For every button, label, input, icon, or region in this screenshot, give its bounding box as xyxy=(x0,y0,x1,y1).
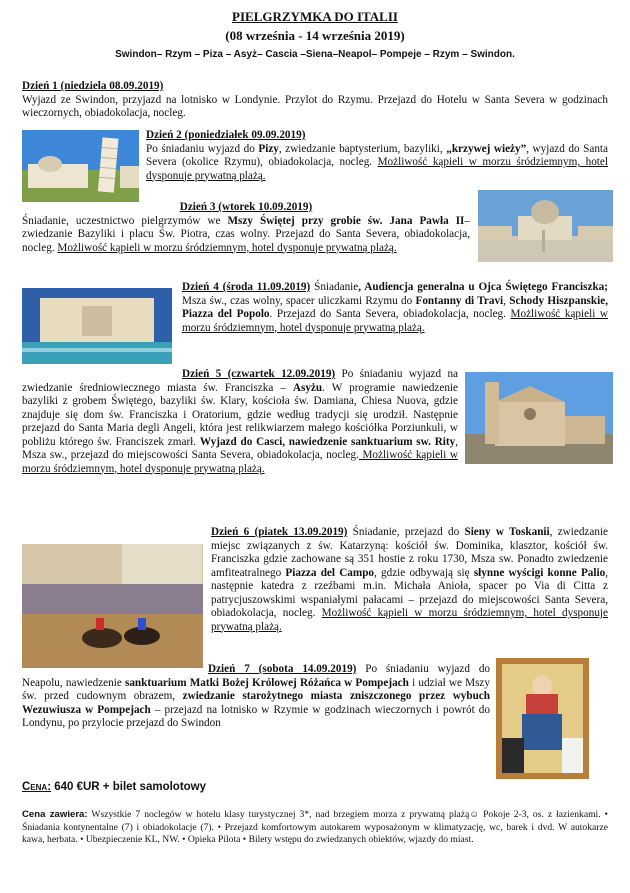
day-7 xyxy=(22,663,490,731)
day-6-bold-3: słynne wyścigi konne Palio xyxy=(473,566,606,579)
day-2-text-3: , wyjazd do Santa Severa (okolice Rzymu), obiadokolacja, nocleg. xyxy=(146,142,608,168)
day-5-text-2: . W programie nawiedzenie bazyliki z grobem Świętego, bazyliki św. Klary, kościoła św. Damiana, Chiesa Nuova, gdzie znajduje się dom św. Franciszka i Oratorium, gdzie według tradycji się urodził. Następnie przejazd do Santa Maria degli Angeli, która jest relikwiarzem małego kościółka Porziunkuli, w pobliżu którego św. Franciszek zmarł. xyxy=(22,381,458,448)
day-7-bold-2: zwiedzanie starożytnego miasta zniszczonego przez wybuch Wezuwiusza w Pompejach xyxy=(22,690,490,716)
day-5-bold-2: Wyjazd do Casci, nawiedzenie sanktuarium sw. Rity xyxy=(199,435,456,448)
price-label: Cena: xyxy=(22,781,52,793)
price-includes-label: Cena zawiera: xyxy=(22,809,88,820)
day-3-beach-note: Możliwość kąpieli w morzu śródziemnym, hotel dysponuje prywatną plażą. xyxy=(57,241,397,254)
day-4-text-2: Msza św., czas wolny, spacer uliczkami Rzymu do xyxy=(182,294,416,307)
price-line xyxy=(22,781,206,793)
day-2 xyxy=(146,129,608,183)
tour-dates: (08 września - 14 września 2019) xyxy=(225,28,405,43)
day-6 xyxy=(22,526,608,656)
assisi-basilica-photo xyxy=(465,372,613,464)
day-2-text-2: , zwiedzanie baptysterium, bazyliki, xyxy=(278,142,447,155)
day-3-text: Śniadanie, uczestnictwo pielgrzymów we xyxy=(22,214,228,227)
day-1-heading: Dzień 1 (niedziela 08.09.2019) xyxy=(22,80,164,92)
day-1-text: Wyjazd ze Swindon, przyjazd na lotnisko w Londynie. Przylot do Rzymu. Przejazd do Hotelu w Santa Severa w godzinach wieczornych, obiadokolacja, nocleg. xyxy=(22,93,608,119)
day-7-text-2: i udział we Mszy św. przed cudownym obrazem, xyxy=(22,676,490,702)
day-4 xyxy=(182,281,608,335)
day-5-text: Po śniadaniu wyjazd na zwiedzanie średniowiecznego miasta św. Franciszka – xyxy=(22,368,458,394)
day-7-text-3: – przejazd na lotnisko w Rzymie w godzinach wieczornych i powrót do Londynu, po przylocie przejazd do Swindon xyxy=(22,703,490,729)
day-5-heading: Dzień 5 (czwartek 12.09.2019) xyxy=(182,368,336,380)
day-4-text-3: , xyxy=(503,294,510,307)
madonna-of-pompeii-painting xyxy=(496,658,589,779)
day-2-text: Po śniadaniu wyjazd do xyxy=(146,142,259,155)
day-6-bold-2: Piazza del Campo xyxy=(285,566,375,579)
day-7-text: Po śniadaniu wyjazd do Neapolu, nawiedzenie xyxy=(22,663,491,689)
tour-route: Swindon– Rzym – Piza – Asyż– Cascia –Siena–Neapol– Pompeje – Rzym – Swindon. xyxy=(115,49,515,60)
st-peters-basilica-photo xyxy=(478,190,613,262)
day-2-bold-2: „krzywej wieży” xyxy=(446,142,527,155)
day-6-text-4: , następnie katedra z rzeźbami m.in. Michała Anioła, spacer po Via di Citta z patrycjuszowskimi wspaniałymi pałacami – przejazd do miejscowości Santa Severa, obiadokolacja, nocleg. xyxy=(211,566,608,619)
day-4-bold-2: Fontanny di Travi xyxy=(415,294,504,307)
day-6-text-2: , zwiedzanie miejsc związanych z św. Katarzyną: kościół św. Dominika, klasztor, kościół św. Franciszka gdzie zachowane są 351 hostie z roku 1730, Msza sw. Ponadto zwiedzenie amfiteatralnego xyxy=(211,526,609,579)
day-3-text-2: – zwiedzanie Bazyliki i placu Św. Piotra, czas wolny. Przejazd do Santa Severa, obiadokolacja, nocleg. xyxy=(22,214,470,254)
day-7-bold-1: sanktuarium Matki Bożej Królowej Różańca w Pompejach xyxy=(124,676,409,689)
day-6-text: Śniadanie, przejazd do xyxy=(347,526,465,538)
day-2-bold-1: Pizy xyxy=(258,142,279,155)
day-2-beach-note: Możliwość kąpieli w morzu śródziemnym, hotel dysponuje prywatną plażą. xyxy=(146,156,608,182)
day-4-text: Śniadanie xyxy=(310,281,359,293)
day-4-text-4: . Przejazd do Santa Severa, obiadokolacja, nocleg. xyxy=(269,308,511,320)
day-3-heading: Dzień 3 (wtorek 10.09.2019) xyxy=(179,201,313,213)
day-6-heading: Dzień 6 (piatek 13.09.2019) xyxy=(211,526,348,538)
pisa-tower-photo xyxy=(22,130,139,202)
price-includes-text: Wszystkie 7 noclegów w hotelu klasy turystycznej 3*, nad brzegiem morza z prywatną plażą☺ Pokoje 2-3, os. z łazienkami. • Śniadania kontynentalne (7) i obiadokolacje (7). • Przejazd komfortowym autokarem wyposażonym w klimatyzację, wc, barek i dvd. W autokarze kawa, herbata. • Ubezpieczenie KL, NW. • Opieka Pilota • Bilety wstępu do zwiedzanych obiektów, wjazdy do miast. xyxy=(22,809,608,845)
day-5-text-3: , Msza sw., przejazd do miejscowości Santa Severa, obiadokolacja, nocleg. xyxy=(22,435,458,461)
day-4-beach-note: Możliwość kąpieli w morzu śródziemnym, hotel dysponuje prywatną plażą. xyxy=(182,308,609,334)
price-includes xyxy=(22,809,608,847)
day-5-beach-note: Możliwość kąpieli w morzu śródziemnym, hotel dysponuje prywatną plażą. xyxy=(22,449,458,475)
day-3 xyxy=(22,201,470,255)
photo-spacer xyxy=(22,526,211,656)
day-1 xyxy=(22,80,608,121)
day-4-bold-1: , Audiencja generalna u Ojca Świętego Franciszka; xyxy=(358,281,608,293)
day-3-bold-1: Mszy Świętej przy grobie św. Jana Pawła II xyxy=(227,214,465,227)
day-7-heading: Dzień 7 (sobota 14.09.2019) xyxy=(208,663,357,675)
document-title: PIELGRZYMKA DO ITALII xyxy=(232,9,398,24)
day-6-text-3: , gdzie odbywają się xyxy=(374,566,474,579)
day-6-beach-note: Możliwość kąpieli w morzu śródziemnym, hotel dysponuje prywatną plażą. xyxy=(211,607,608,633)
day-4-bold-3: Schody Hiszpanskie, Piazza del Popolo xyxy=(182,294,609,320)
day-2-heading: Dzień 2 (poniedziałek 09.09.2019) xyxy=(146,129,306,141)
price-value: 640 €UR + bilet samolotowy xyxy=(51,781,207,793)
trevi-fountain-photo xyxy=(22,288,172,364)
day-4-heading: Dzień 4 (środa 11.09.2019) xyxy=(182,281,311,293)
day-6-bold-1: Sieny w Toskanii xyxy=(464,526,550,538)
day-5-bold-1: Asyżu xyxy=(292,381,323,394)
day-5 xyxy=(22,368,458,476)
